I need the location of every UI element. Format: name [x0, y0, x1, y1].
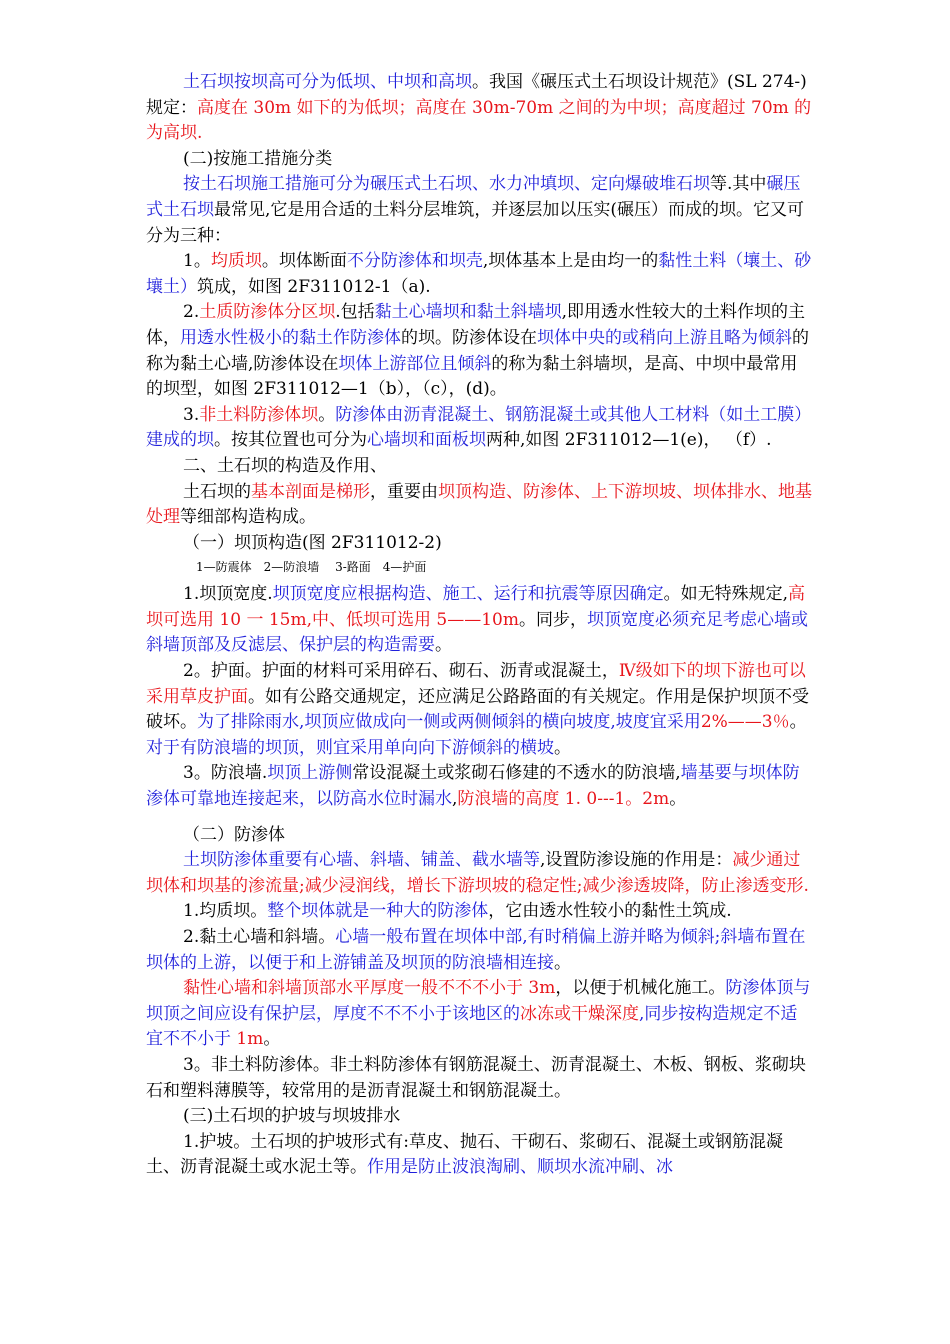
body-text: 。如无特殊规定,	[663, 584, 789, 605]
body-text: （一）坝顶构造(图 2F311012-2)	[183, 532, 442, 553]
highlight-blue-text: 按土石坝施工措施可分为碾压式土石坝、水力冲填坝、定向爆破堆石坝	[183, 174, 710, 195]
paragraph	[146, 761, 812, 812]
highlight-red-text: 高度在 30m 如下的为低坝；高度在 30m-70m 之间的为中坝；高度超过 70m 的为高坝.	[146, 97, 812, 144]
paragraph	[146, 823, 812, 849]
body-text: ,即用透水性较大的土料作坝的主体，	[146, 302, 806, 348]
highlight-blue-text: 黏土心墙坝和黏土斜墙坝	[374, 302, 562, 323]
body-text: ,设置防渗设施的作用是：	[540, 850, 733, 871]
body-text: 最常见,它是用合适的土料分层堆筑，并逐层加以压实(碾压）而成的坝。它又可分为三种：	[146, 199, 805, 246]
highlight-blue-text: 黏性土料（壤土、砂壤土）	[146, 251, 812, 297]
highlight-blue-text: 防渗体由沥青混凝土、钢筋混凝土或其他人工材料（如土工膜）建成的坝	[146, 404, 812, 451]
body-text: 1—防震体 2—防浪墙 3-路面 4—护面	[196, 560, 427, 575]
highlight-red-text: 黏性心墙和斜墙顶部水平厚度一般不不不小于 3m	[183, 978, 556, 999]
body-text: 3。非土料防渗体。非土料防渗体有钢筋混凝土、沥青混凝土、木板、钢板、浆砌块石和塑料薄膜等，较常用的是沥青混凝土和钢筋混凝土。	[146, 1054, 806, 1101]
highlight-blue-text: 对于有防浪墙的坝顶，则宜采用单向向下游倾斜的横坡	[146, 737, 554, 758]
body-text: 1.护坡。土石坝的护坡形式有:草皮、抛石、干砌石、浆砌石、混凝土或钢筋混凝土、沥青混凝土或水泥土等。	[146, 1131, 783, 1178]
paragraph	[146, 147, 812, 173]
body-text: 的称为黏土斜墙坝，是高、中坝中最常用的坝型，如图 2F311012—1（b），（c），(d)。	[146, 353, 798, 400]
body-text: ，以便于机械化施工。	[555, 978, 726, 999]
highlight-blue-text: 坝体中央的或稍向上游且略为倾斜	[537, 327, 792, 348]
highlight-blue-text: ,同步按构造规定不适宜不不小于	[146, 1003, 798, 1050]
highlight-blue-text: 土石坝按坝高可分为低坝、中坝和高坝	[183, 72, 472, 92]
paragraph	[146, 925, 812, 976]
body-text: 。同步，	[518, 609, 587, 630]
body-text: ，它由透水性较小的黏性土筑成.	[488, 901, 732, 922]
paragraph	[146, 454, 812, 480]
body-text: 等细部构造构成。	[180, 507, 316, 528]
body-text: 2。护面。护面的材料可采用碎石、砌石、沥青或混凝土，	[183, 661, 619, 682]
document-page	[146, 70, 812, 1181]
body-text: 常设混凝土或浆砌石修建的不透水的防浪墙,	[352, 763, 681, 784]
highlight-red-text: 坝顶构造、防渗体、上下游坝坡、坝体排水、地基处理	[146, 481, 812, 528]
highlight-blue-text: 心墙坝和面板坝	[367, 430, 486, 451]
body-text: 1。	[183, 251, 211, 272]
paragraph	[146, 480, 812, 531]
highlight-red-text: 土质防渗体分区坝	[199, 302, 336, 323]
body-text: 。坝体断面	[261, 251, 347, 272]
highlight-blue-text: 坝顶宽度应根据构造、施工、运行和抗震等原因确定	[272, 584, 664, 605]
body-text: 的称为黏土心墙,防渗体设在	[146, 327, 809, 374]
body-text: 3。防浪墙.	[183, 763, 268, 784]
body-text: 。如有公路交通规定，还应满足公路路面的有关规定。作用是保护坝顶不受破坏。	[146, 686, 809, 733]
highlight-blue-text: 坝体上游部位且倾斜	[338, 353, 492, 374]
highlight-red-text: 高坝可选用 10 一 15m,中、低坝可选用 5——10m	[146, 584, 806, 630]
body-text: 两种,如图 2F311012—1(e)， （f）.	[486, 430, 772, 451]
highlight-blue-text: 心墙一般布置在坝体中部,有时稍偏上游并略为倾斜;斜墙布置在坝体的上游，以便于和上游铺盖及坝顶的防浪墙相连接	[146, 927, 806, 973]
highlight-red-text: 2%——3％	[700, 712, 790, 733]
highlight-blue-text: 整个坝体就是一种大的防渗体	[267, 901, 489, 922]
body-text: .包括	[335, 302, 375, 323]
body-text: 1.坝顶宽度.	[183, 584, 273, 605]
highlight-red-text: 非土料防渗体坝	[199, 404, 319, 425]
figure-legend	[146, 558, 812, 576]
paragraph	[146, 300, 812, 402]
body-text: ,	[452, 789, 458, 810]
paragraph	[146, 1104, 812, 1130]
highlight-red-text: 冰冻或干燥深度	[520, 1003, 639, 1024]
body-text: (二)按施工措施分类	[183, 148, 333, 169]
body-text: 。	[789, 712, 807, 733]
body-text: 等.其中	[710, 174, 767, 195]
highlight-blue-text: 土坝防渗体重要有心墙、斜墙、铺盖、截水墙等	[183, 850, 540, 871]
body-text: 。	[554, 737, 571, 758]
body-text: 。	[669, 789, 687, 810]
highlight-red-text: 基本剖面是梯形	[251, 481, 370, 502]
paragraph	[146, 403, 812, 454]
highlight-blue-text: 碾压式土石坝	[146, 174, 801, 220]
paragraph	[146, 659, 812, 761]
body-text: 。	[435, 635, 452, 656]
body-text: ，重要由	[370, 481, 438, 502]
highlight-blue-text: 用透水性极小的黏土作防渗体	[180, 327, 401, 348]
body-text: （二）防渗体	[183, 824, 285, 845]
body-text: 的坝。防渗体设在	[401, 327, 537, 348]
highlight-red-text: 减少通过坝体和坝基的渗流量;减少浸润线，增长下游坝坡的稳定性;减少渗透坡降，防止渗透变形.	[146, 850, 809, 896]
paragraph	[146, 172, 812, 249]
body-text: 土石坝的	[183, 481, 251, 502]
paragraph	[146, 70, 812, 147]
body-text: 。我国《碾压式土石坝设计规范》(SL 274-)规定：	[146, 72, 807, 118]
body-text: 2.黏土心墙和斜墙。	[183, 927, 336, 947]
body-text: 1.均质坝。	[183, 901, 268, 922]
body-text: ,坝体基本上是由均一的	[482, 251, 659, 272]
highlight-red-text: 防浪墙的高度 1. 0---1。2m	[457, 789, 670, 810]
highlight-red-text: 均质坝	[210, 251, 262, 272]
paragraph	[146, 848, 812, 899]
highlight-blue-text: 坝顶宽度必须充足考虑心墙或斜墙顶部及反滤层、保护层的构造需要	[146, 609, 808, 656]
body-text: 3.	[183, 404, 200, 425]
body-text: 二、土石坝的构造及作用、	[183, 455, 387, 476]
body-text: 。	[554, 952, 571, 973]
body-text: 。	[263, 1029, 281, 1050]
highlight-blue-text: 坝顶上游侧	[267, 763, 353, 784]
paragraph	[146, 249, 812, 300]
highlight-blue-text: 防渗体顶与坝顶之间应设有保护层，厚度不不不小于该地区的	[146, 978, 811, 1024]
highlight-red-text: 1m	[236, 1029, 264, 1050]
body-text: 。	[318, 404, 336, 425]
highlight-blue-text: 为了排除雨水,坝顶应做成向一侧或两侧倾斜的横向坡度,坡度宜采用	[197, 712, 701, 733]
paragraph	[146, 976, 812, 1053]
body-text: 2.	[183, 302, 200, 323]
highlight-blue-text: 作用是防止波浪淘刷、顺坝水流冲刷、冰	[367, 1157, 673, 1178]
highlight-blue-text: 不分防渗体和坝壳	[346, 251, 483, 272]
paragraph	[146, 531, 812, 557]
paragraph	[146, 1130, 812, 1181]
highlight-blue-text: 墙基要与坝体防渗体可靠地连接起来，以防高水位时漏水	[146, 763, 800, 810]
body-text: (三)土石坝的护坡与坝坡排水	[183, 1106, 401, 1127]
paragraph	[146, 899, 812, 925]
body-text: 筑成，如图 2F311012-1（a).	[197, 276, 431, 297]
paragraph	[146, 582, 812, 659]
paragraph	[146, 1053, 812, 1104]
paragraph-spacer	[146, 813, 812, 823]
highlight-red-text: Ⅳ级如下的坝下游也可以采用草皮护面	[146, 661, 806, 707]
body-text: 。按其位置也可分为	[214, 430, 367, 451]
